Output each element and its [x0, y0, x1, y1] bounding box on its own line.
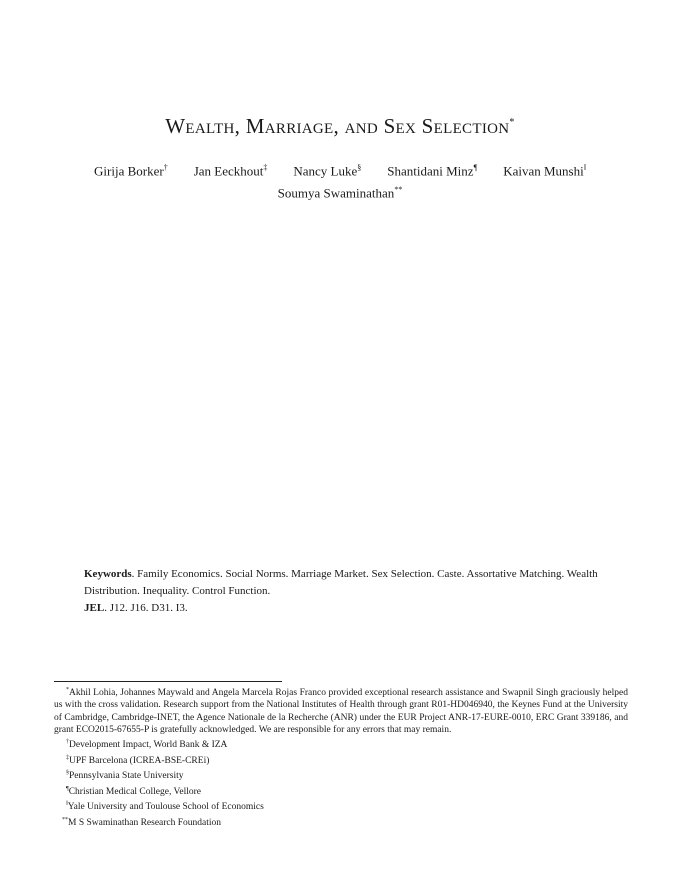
- acknowledgement-footnote: [54, 684, 628, 736]
- author-row-1: [0, 158, 680, 180]
- affiliation-footnote: [54, 783, 628, 798]
- footnote-text: Christian Medical College, Vellore: [68, 786, 201, 797]
- author-name: Girija Borker: [94, 163, 164, 179]
- author-mark: **: [394, 185, 403, 195]
- author: [503, 158, 586, 180]
- author-mark: ‖: [583, 163, 586, 172]
- author-name: Jan Eeckhout: [193, 163, 264, 179]
- footnote-mark: ‡: [66, 754, 69, 761]
- footnote-text: Development Impact, World Bank & IZA: [69, 740, 228, 751]
- footnote-mark: ¶: [66, 785, 69, 792]
- footnote-mark: *: [66, 687, 69, 693]
- footnote-text: Pennsylvania State University: [69, 771, 184, 782]
- author: [194, 158, 268, 180]
- footnote-mark: §: [66, 770, 69, 777]
- affiliation-footnote: [54, 736, 628, 751]
- author: [387, 158, 477, 180]
- affiliation-footnote: [54, 798, 628, 813]
- affiliation-footnote: [54, 814, 628, 829]
- footnote-text: UPF Barcelona (ICREA-BSE-CREi): [69, 755, 210, 766]
- footnote-text: Akhil Lohia, Johannes Maywald and Angela Marcela Rojas Franco provided exceptional research assistance and Swapnil Singh graciously helped us with the cross validation. Research support from the National Institutes of Health through grant R01-HD046940, the Keynes Fund at the University of Cambridge, Cambridge-INET, the Agence Nationale de la Recherche (ANR) under the EUR Project ANR-17-EURE-0010, ERC Grant 339186, and grant ECO2015-67655-P is gratefully acknowledged. We are responsible for any errors that may remain.: [54, 688, 628, 736]
- footnote-text: Yale University and Toulouse School of Economics: [67, 802, 264, 813]
- keywords-label: Keywords: [84, 568, 132, 580]
- jel-line: [84, 600, 598, 617]
- author-name: Shantidani Minz: [387, 163, 474, 179]
- author: [293, 158, 361, 180]
- jel-label: JEL: [84, 602, 105, 614]
- footnote-mark: **: [62, 816, 68, 823]
- author: [278, 180, 403, 202]
- title-footnote-mark: *: [509, 117, 515, 128]
- author-name: Soumya Swaminathan: [277, 185, 395, 201]
- keywords-section: [84, 566, 598, 617]
- footnote-text: M S Swaminathan Research Foundation: [68, 817, 222, 828]
- paper-title-text: Wealth, Marriage, and Sex Selection: [165, 114, 510, 138]
- author-name: Nancy Luke: [293, 163, 358, 179]
- author-mark: ‡: [263, 163, 268, 172]
- footnote-mark: ‖: [66, 801, 68, 808]
- footnote-divider: [54, 681, 282, 682]
- author-name: Kaivan Munshi: [503, 163, 584, 179]
- jel-text: . J12. J16. D31. I3.: [104, 602, 188, 614]
- paper-title: [0, 114, 680, 139]
- author-row-2: [0, 180, 680, 202]
- footnotes: [54, 684, 628, 829]
- author-list: [0, 158, 680, 203]
- author-mark: §: [357, 163, 362, 172]
- footnote-mark: †: [66, 739, 69, 746]
- affiliation-footnote: [54, 767, 628, 782]
- author-mark: ¶: [473, 163, 478, 172]
- affiliation-footnote: [54, 752, 628, 767]
- keywords-text: . Family Economics. Social Norms. Marriage Market. Sex Selection. Caste. Assortative Matching. Wealth Distribution. Inequality. Control Function.: [84, 568, 598, 597]
- author-mark: †: [163, 163, 168, 172]
- author: [94, 158, 168, 180]
- keywords-line: [84, 566, 598, 600]
